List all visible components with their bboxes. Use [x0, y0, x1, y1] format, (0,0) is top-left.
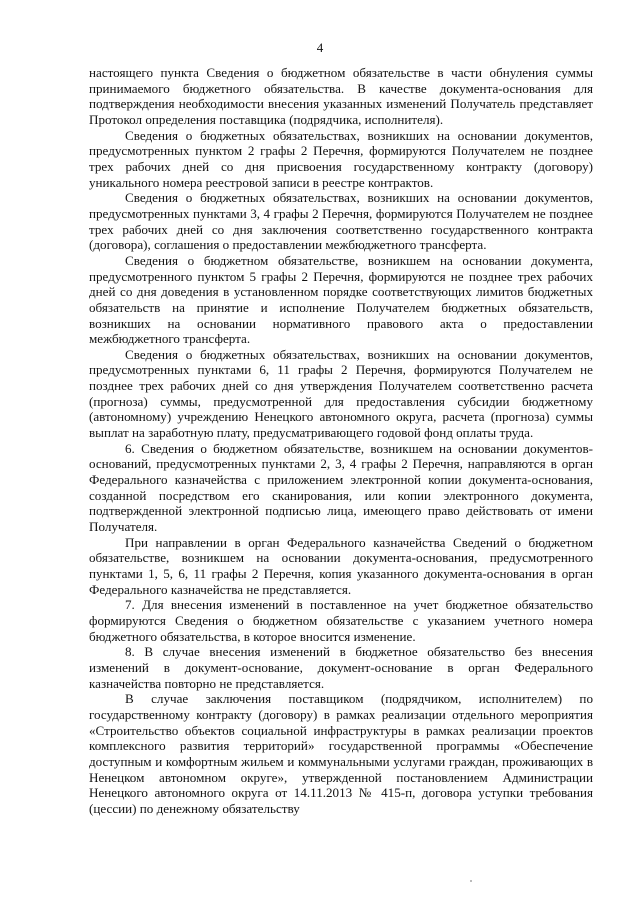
page-number: 4: [316, 40, 324, 55]
paragraph-item-7: 7. Для внесения изменений в поставленное на учет бюджетное обязательство формируются Сведения о бюджетном обязательстве с указанием учетного номера бюджетного обязательства, в которое вносится изменение.: [89, 597, 593, 644]
paragraph: В случае заключения поставщиком (подрядчиком, исполнителем) по государственному контракту (договору) в рамках реализации отдельного мероприятия «Строительство объектов социальной инфраструктуры в рамках реализации проектов комплексного развития территорий» государственной программы «Обеспечение доступным и комфортным жильем и коммунальными услугами граждан, проживающих в Ненецком автономном округе», утвержденной постановлением Администрации Ненецкого автономного округа от 14.11.2013 № 415-п, договора уступки требования (цессии) по денежному обязательству: [89, 691, 593, 816]
paragraph: Сведения о бюджетных обязательствах, возникших на основании документов, предусмотренных пунктами 6, 11 графы 2 Перечня, формируются Получателем не позднее трех рабочих дней со дня утверждения Получателем соответственно расчета (прогноза) суммы, предусмотренной для предоставления субсидии бюджетному (автономному) учреждению Ненецкого автономного округа, расчета (прогноза) суммы выплат на заработную плату, предусматривающего годовой фонд оплаты труда.: [89, 346, 593, 441]
document-body: [89, 65, 593, 817]
paragraph: Сведения о бюджетных обязательствах, возникших на основании документов, предусмотренных пунктами 3, 4 графы 2 Перечня, формируются Получателем не позднее трех рабочих дней со дня заключения соответственно государственного контракта (договора), соглашения о предоставлении межбюджетного трансферта.: [89, 190, 593, 253]
paragraph: При направлении в орган Федерального казначейства Сведений о бюджетном обязательстве, возникшем на основании документа-основания, предусмотренного пунктами 1, 5, 6, 11 графы 2 Перечня, копия указанного документа-основания в орган Федерального казначейства не представляется.: [89, 534, 593, 597]
scan-speck: [470, 880, 472, 882]
paragraph-continuation: настоящего пункта Сведения о бюджетном обязательстве в части обнуления суммы принимаемого бюджетного обязательства. В качестве документа-основания для подтверждения необходимости внесения указанных изменений Получатель представляет Протокол определения поставщика (подрядчика, исполнителя).: [89, 65, 593, 127]
paragraph: Сведения о бюджетных обязательствах, возникших на основании документов, предусмотренных пунктом 2 графы 2 Перечня, формируются Получателем не позднее трех рабочих дней со дня присвоения государственному контракту (договору) уникального номера реестровой записи в реестре контрактов.: [89, 127, 593, 190]
paragraph-item-8: 8. В случае внесения изменений в бюджетное обязательство без внесения изменений в документ-основание, документ-основание в орган Федерального казначейства повторно не представляется.: [89, 644, 593, 691]
paragraph-item-6: 6. Сведения о бюджетном обязательстве, возникшем на основании документов-оснований, предусмотренных пунктами 2, 3, 4 графы 2 Перечня, направляются в орган Федерального казначейства с приложением электронной копии документа-основания, созданной посредством его сканирования, или копии электронного документа, подтвержденной электронной подписью лица, имеющего право действовать от имени Получателя.: [89, 440, 593, 535]
paragraph: Сведения о бюджетном обязательстве, возникшем на основании документа, предусмотренного пунктом 5 графы 2 Перечня, формируются не позднее трех рабочих дней со дня доведения в установленном порядке соответствующих лимитов бюджетных обязательств на принятие и исполнение Получателем бюджетных обязательств, возникших на основании нормативного правового акта о предоставлении межбюджетного трансферта.: [89, 252, 593, 347]
